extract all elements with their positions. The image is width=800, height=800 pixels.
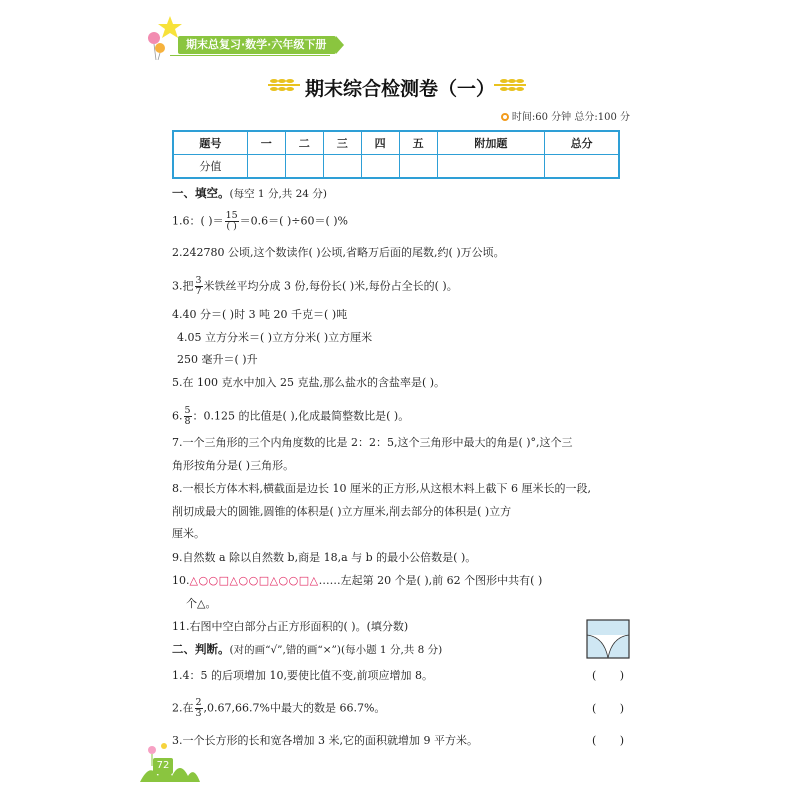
section2-title: 二、判断。 bbox=[172, 642, 230, 656]
question-4b: 4.05 立方分米＝( )立方分米( )立方厘米 bbox=[177, 331, 373, 344]
section1-note: (每空 1 分,共 24 分) bbox=[229, 188, 327, 200]
question-8a: 8.一根长方体木料,横截面是边长 10 厘米的正方形,从这根木料上截下 6 厘米长的一段, bbox=[172, 482, 591, 495]
table-cell bbox=[323, 155, 361, 179]
judge-answer-1[interactable]: ( ) bbox=[592, 669, 635, 682]
table-cell bbox=[247, 155, 285, 179]
q6-fraction bbox=[184, 406, 192, 427]
header-underline bbox=[170, 55, 330, 56]
question-10 bbox=[172, 574, 542, 588]
question-7b: 角形按角分是( )三角形。 bbox=[172, 459, 295, 472]
square-figure bbox=[586, 619, 630, 659]
table-cell bbox=[437, 155, 545, 179]
table-cell bbox=[399, 155, 437, 179]
table-cell: 一 bbox=[247, 131, 285, 155]
q1-numerator: 15 bbox=[225, 210, 238, 221]
judge-question-3: 3.一个长方形的长和宽各增加 3 米,它的面积就增加 9 平方米。 bbox=[172, 734, 478, 747]
table-cell: 分值 bbox=[173, 155, 247, 179]
question-5: 5.在 100 克水中加入 25 克盐,那么盐水的含盐率是( )。 bbox=[172, 376, 446, 389]
q10-text-c: 个△。 bbox=[186, 597, 217, 610]
table-cell: 四 bbox=[361, 131, 399, 155]
j2-text-b: ,0.67,66.7%中最大的数是 66.7%。 bbox=[203, 701, 386, 715]
question-6 bbox=[172, 406, 409, 427]
j2-text-a: 2.在 bbox=[172, 701, 194, 715]
time-score-text: 时间:60 分钟 总分:100 分 bbox=[511, 112, 630, 123]
table-cell: 题号 bbox=[173, 131, 247, 155]
table-cell: 附加题 bbox=[437, 131, 545, 155]
table-cell: 三 bbox=[323, 131, 361, 155]
q3-numerator: 3 bbox=[195, 275, 202, 286]
question-1 bbox=[172, 211, 348, 232]
q10-prefix: 10. bbox=[172, 574, 190, 587]
wheat-right-icon bbox=[492, 76, 528, 94]
question-2: 2.242780 公顷,这个数读作( )公顷,省略万后面的尾数,约( )万公顷。 bbox=[172, 246, 505, 259]
score-table-header-row bbox=[173, 131, 619, 155]
q3-fraction bbox=[195, 276, 203, 297]
table-cell bbox=[545, 155, 619, 179]
page-title: 期末综合检测卷（一） bbox=[304, 78, 495, 100]
score-table-value-row bbox=[173, 155, 619, 179]
question-4a: 4.40 分＝( )时 3 吨 20 千克＝( )吨 bbox=[172, 308, 348, 321]
judge-answer-2[interactable]: ( ) bbox=[592, 702, 635, 715]
j2-numerator: 2 bbox=[195, 697, 202, 708]
question-9: 9.自然数 a 除以自然数 b,商是 18,a 与 b 的最小公倍数是( )。 bbox=[172, 551, 477, 564]
judge-answer-3[interactable]: ( ) bbox=[592, 734, 635, 747]
question-3 bbox=[172, 276, 458, 297]
table-cell: 五 bbox=[399, 131, 437, 155]
q3-text-b: 米铁丝平均分成 3 份,每份长( )米,每份占全长的( )。 bbox=[203, 279, 458, 293]
judge-question-2 bbox=[172, 698, 385, 719]
score-table bbox=[172, 130, 620, 179]
question-10c bbox=[186, 597, 216, 611]
j2-fraction bbox=[195, 698, 203, 719]
q6-numerator: 5 bbox=[184, 405, 191, 416]
time-score-info bbox=[501, 108, 630, 123]
table-cell: 二 bbox=[285, 131, 323, 155]
table-cell bbox=[285, 155, 323, 179]
j2-denominator: 3 bbox=[195, 708, 202, 719]
section1-title: 一、填空。 bbox=[172, 186, 230, 200]
question-8b: 削切成最大的圆锥,圆锥的体积是( )立方厘米,削去部分的体积是( )立方 bbox=[172, 505, 512, 518]
section2-note: (对的画“√”,错的画“×”)(每小题 1 分,共 8 分) bbox=[229, 644, 443, 656]
q6-text-a: 6. bbox=[172, 409, 183, 423]
q6-text-b: ：0.125 的比值是( ),化成最简整数比是( )。 bbox=[192, 409, 410, 423]
q1-text-a: 1.6：( )＝ bbox=[172, 214, 224, 228]
question-11: 11.右图中空白部分占正方形面积的( )。(填分数) bbox=[172, 620, 409, 633]
question-7a: 7.一个三角形的三个内角度数的比是 2：2：5,这个三角形中最大的角是( )°,这个三 bbox=[172, 436, 573, 449]
table-cell: 总分 bbox=[545, 131, 619, 155]
page-number: 72 bbox=[153, 758, 173, 774]
section1-heading bbox=[172, 186, 327, 201]
q10-text-b: ……左起第 20 个是( ),前 62 个图形中共有( ) bbox=[318, 574, 543, 587]
judge-question-1: 1.4：5 的后项增加 10,要使比值不变,前项应增加 8。 bbox=[172, 669, 433, 682]
q6-denominator: 8 bbox=[184, 416, 191, 427]
table-cell bbox=[361, 155, 399, 179]
q1-text-b: ＝0.6＝( )÷60＝( )% bbox=[239, 214, 348, 228]
question-4c: 250 毫升＝( )升 bbox=[177, 353, 258, 366]
clock-icon bbox=[501, 113, 509, 121]
q1-denominator: ( ) bbox=[226, 221, 237, 232]
section2-heading bbox=[172, 642, 442, 657]
header-ribbon: 期末总复习·数学·六年级下册 bbox=[178, 36, 336, 54]
q3-text-a: 3.把 bbox=[172, 279, 194, 293]
q1-fraction bbox=[225, 211, 239, 232]
q3-denominator: 7 bbox=[195, 286, 202, 297]
q10-shape-sequence: △○○□△○○□△○○□△ bbox=[189, 574, 319, 587]
question-8c: 厘米。 bbox=[172, 527, 205, 540]
